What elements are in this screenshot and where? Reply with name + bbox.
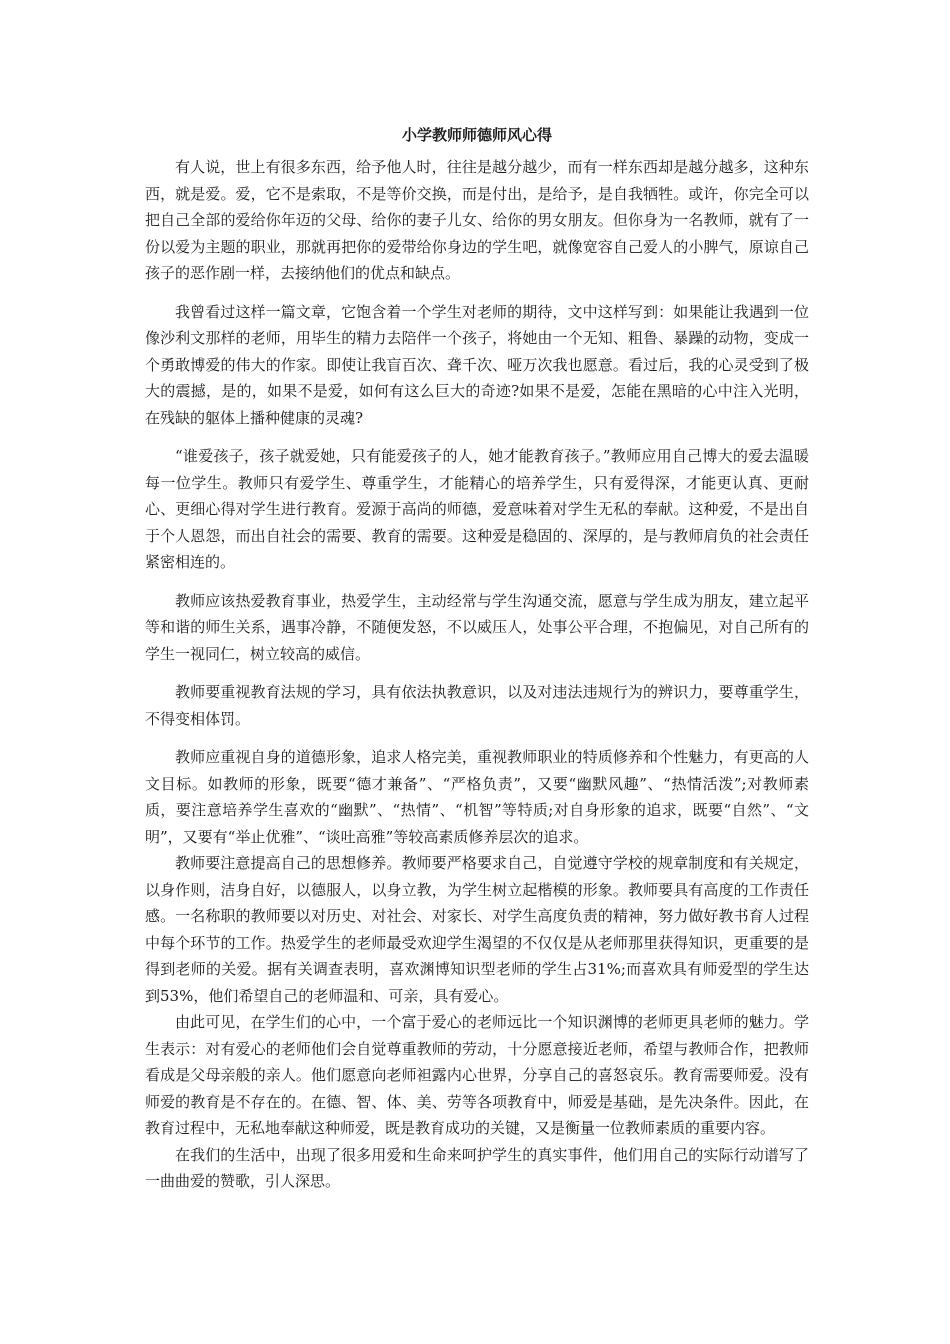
paragraph-7: 教师要注意提高自己的思想修养。教师要严格要求自己，自觉遵守学校的规章制度和有关规定，以身作则，洁身自好，以德服人，以身立教，为学生树立起楷模的形象。教师要具有高度的工作责任感。一名称职的教师要以对历史、对社会、对家长、对学生高度负责的精神，努力做好教书育人过程中每个环节的工作。热爱学生的老师最受欢迎学生渴望的不仅仅是从老师那里获得知识，更重要的是得到老师的关爱。据有关调查表明，喜欢渊博知识型老师的学生占31%;而喜欢具有师爱型的学生达到53%，他们希望自己的老师温和、可亲，具有爱心。	[145, 854, 809, 1005]
document-title: 小学教师师德师风心得	[401, 126, 552, 144]
paragraph-8: 由此可见，在学生们的心中，一个富于爱心的老师远比一个知识渊博的老师更具老师的魅力。学生表示：对有爱心的老师他们会自觉尊重教师的劳动，十分愿意接近老师，希望与教师合作，把教师看成是父母亲般的亲人。他们愿意向老师袒露内心世界，分享自己的喜怒哀乐。教育需要师爱。没有师爱的教育是不存在的。在德、智、体、美、劳等各项教育中，师爱是基础，是先决条件。因此，在教育过程中，无私地奉献这种师爱，既是教育成功的关键，又是衡量一位教师素质的重要内容。	[145, 1013, 809, 1137]
paragraph-9: 在我们的生活中，出现了很多用爱和生命来呵护学生的真实事件，他们用自己的实际行动谱写了一曲曲爱的赞歌，引人深思。	[145, 1145, 809, 1190]
paragraph-5: 教师要重视教育法规的学习，具有依法执教意识，以及对违法违规行为的辨识力，要尊重学生，不得变相体罚。	[145, 683, 809, 728]
paragraph-1: 有人说，世上有很多东西，给予他人时，往往是越分越少，而有一样东西却是越分越多，这种东西，就是爱。爱，它不是索取，不是等价交换，而是付出，是给予，是自我牺牲。或许，你完全可以把自己全部的爱给你年迈的父母、给你的妻子儿女、给你的男女朋友。但你身为一名教师，就有了一份以爱为主题的职业，那就再把你的爱带给你身边的学生吧，就像宽容自己爱人的小脾气，原谅自己孩子的恶作剧一样，去接纳他们的优点和缺点。	[145, 158, 809, 282]
document-page	[145, 124, 809, 1195]
paragraph-3: “谁爱孩子，孩子就爱她，只有能爱孩子的人，她才能教育孩子。”教师应用自己博大的爱去温暖每一位学生。教师只有爱学生、尊重学生，才能精心的培养学生，只有爱得深，才能更认真、更耐心、更细心得对学生进行教育。爱源于高尚的师德，爱意味着对学生无私的奉献。这种爱，不是出自于个人恩怨，而出自社会的需要、教育的需要。这种爱是稳固的、深厚的，是与教师肩负的社会责任紧密相连的。	[145, 447, 809, 571]
paragraph-2: 我曾看过这样一篇文章，它饱含着一个学生对老师的期待，文中这样写到：如果能让我遇到一位像沙利文那样的老师，用毕生的精力去陪伴一个孩子，将她由一个无知、粗鲁、暴躁的动物，变成一个勇敢博爱的伟大的作家。即使让我盲百次、聋千次、哑万次我也愿意。看过后，我的心灵受到了极大的震撼，是的，如果不是爱，如何有这么巨大的奇迹?如果不是爱，怎能在黑暗的心中注入光明，在残缺的躯体上播种健康的灵魂?	[145, 302, 809, 427]
paragraph-4: 教师应该热爱教育事业，热爱学生，主动经常与学生沟通交流，愿意与学生成为朋友，建立起平等和谐的师生关系，遇事冷静，不随便发怒，不以威压人，处事公平合理，不抱偏见，对自己所有的学生一视同仁，树立较高的威信。	[145, 591, 809, 663]
paragraph-6: 教师应重视自身的道德形象，追求人格完美，重视教师职业的特质修养和个性魅力，有更高的人文目标。如教师的形象，既要“德才兼备”、“严格负责”，又要“幽默风趣”、“热情活泼”;对教师素质，要注意培养学生喜欢的“幽默”、“热情”、“机智”等特质;对自身形象的追求，既要“自然”、“文明”，又要有“举止优雅”、“谈吐高雅”等较高素质修养层次的追求。	[145, 748, 809, 846]
